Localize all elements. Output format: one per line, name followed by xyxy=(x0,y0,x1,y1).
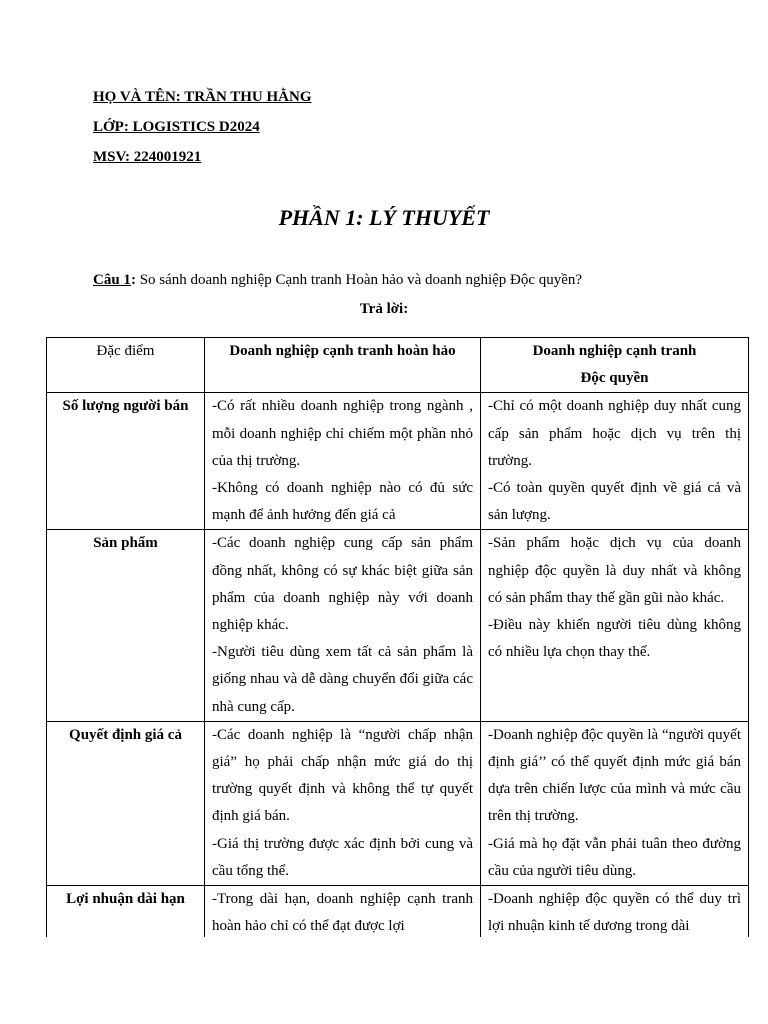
cell-perfect-competition xyxy=(205,530,481,721)
header-monopoly-line2: Độc quyền xyxy=(580,370,649,387)
cell-paragraph: -Doanh nghiệp độc quyền là “người quyết định giá’’ có thể quyết định mức giá bán dựa trên chiến lược của mình và mức cầu trên thị trường. xyxy=(488,726,741,825)
cell-paragraph: -Người tiêu dùng xem tất cả sản phẩm là giống nhau và dễ dàng chuyển đổi giữa các nhà cung cấp. xyxy=(212,644,473,715)
header-perfect-competition: Doanh nghiệp cạnh tranh hoàn hảo xyxy=(205,338,481,393)
table-viewport xyxy=(0,337,768,937)
cell-paragraph: -Các doanh nghiệp cung cấp sản phẩm đồng nhất, không có sự khác biệt giữa sản phẩm của doanh nghiệp này với doanh nghiệp khác. xyxy=(212,535,473,634)
table-row xyxy=(47,530,749,721)
row-feature: Sản phẩm xyxy=(47,530,205,721)
cell-paragraph: -Có toàn quyền quyết định về giá cả và sản lượng. xyxy=(488,480,741,524)
header-feature: Đặc điểm xyxy=(47,338,205,393)
question-colon: : xyxy=(130,272,136,288)
cell-paragraph: -Không có doanh nghiệp nào có đủ sức mạnh để ảnh hưởng đến giá cả xyxy=(212,480,473,524)
cell-monopoly xyxy=(481,393,749,530)
header-monopoly xyxy=(481,338,749,393)
cell-paragraph: -Giá thị trường được xác định bởi cung và cầu tổng thể. xyxy=(212,835,473,879)
cell-paragraph: -Doanh nghiệp độc quyền có thể duy trì lợi nhuận kinh tế dương trong dài xyxy=(488,891,741,935)
row-feature: Lợi nhuận dài hạn xyxy=(47,886,205,937)
cell-paragraph: -Giá mà họ đặt vẫn phải tuân theo đường cầu của người tiêu dùng. xyxy=(488,835,741,879)
cell-paragraph: -Các doanh nghiệp là “người chấp nhận giá” họ phải chấp nhận mức giá do thị trường quyết định và không thể tự quyết định giá bán. xyxy=(212,726,473,825)
cell-paragraph: -Chỉ có một doanh nghiệp duy nhất cung cấp sản phẩm hoặc dịch vụ trên thị trường. xyxy=(488,398,741,469)
cell-paragraph: -Có rất nhiều doanh nghiệp trong ngành , mỗi doanh nghiệp chỉ chiếm một phần nhỏ của thị trường. xyxy=(212,398,473,469)
part-title: PHẦN 1: LÝ THUYẾT xyxy=(278,205,490,230)
answer-label: Trả lời: xyxy=(359,301,409,317)
row-feature: Quyết định giá cả xyxy=(47,721,205,885)
table-row xyxy=(47,393,749,530)
row-feature: Số lượng người bán xyxy=(47,393,205,530)
cell-perfect-competition xyxy=(205,886,481,937)
table-header-row xyxy=(47,338,749,393)
student-name: HỌ VÀ TÊN: TRẦN THU HẰNG xyxy=(93,89,312,105)
cell-monopoly xyxy=(481,721,749,885)
cell-monopoly xyxy=(481,530,749,721)
cell-perfect-competition xyxy=(205,721,481,885)
question-label: Câu 1 xyxy=(93,272,131,288)
cell-perfect-competition xyxy=(205,393,481,530)
student-class: LỚP: LOGISTICS D2024 xyxy=(93,119,260,135)
table-row xyxy=(47,886,749,937)
cell-monopoly xyxy=(481,886,749,937)
student-id: MSV: 224001921 xyxy=(93,149,202,165)
question-text: So sánh doanh nghiệp Cạnh tranh Hoàn hảo và doanh nghiệp Độc quyền? xyxy=(135,272,583,288)
cell-paragraph: -Điều này khiến người tiêu dùng không có nhiều lựa chọn thay thế. xyxy=(488,617,741,661)
header-monopoly-line1: Doanh nghiệp cạnh tranh xyxy=(532,343,697,359)
cell-paragraph: -Trong dài hạn, doanh nghiệp cạnh tranh hoàn hảo chỉ có thể đạt được lợi xyxy=(212,891,473,935)
table-row xyxy=(47,721,749,885)
cell-paragraph: -Sản phẩm hoặc dịch vụ của doanh nghiệp độc quyền là duy nhất và không có sản phẩm thay thế gần gũi nào khác. xyxy=(488,535,741,606)
question xyxy=(93,271,582,289)
comparison-table xyxy=(46,337,749,937)
